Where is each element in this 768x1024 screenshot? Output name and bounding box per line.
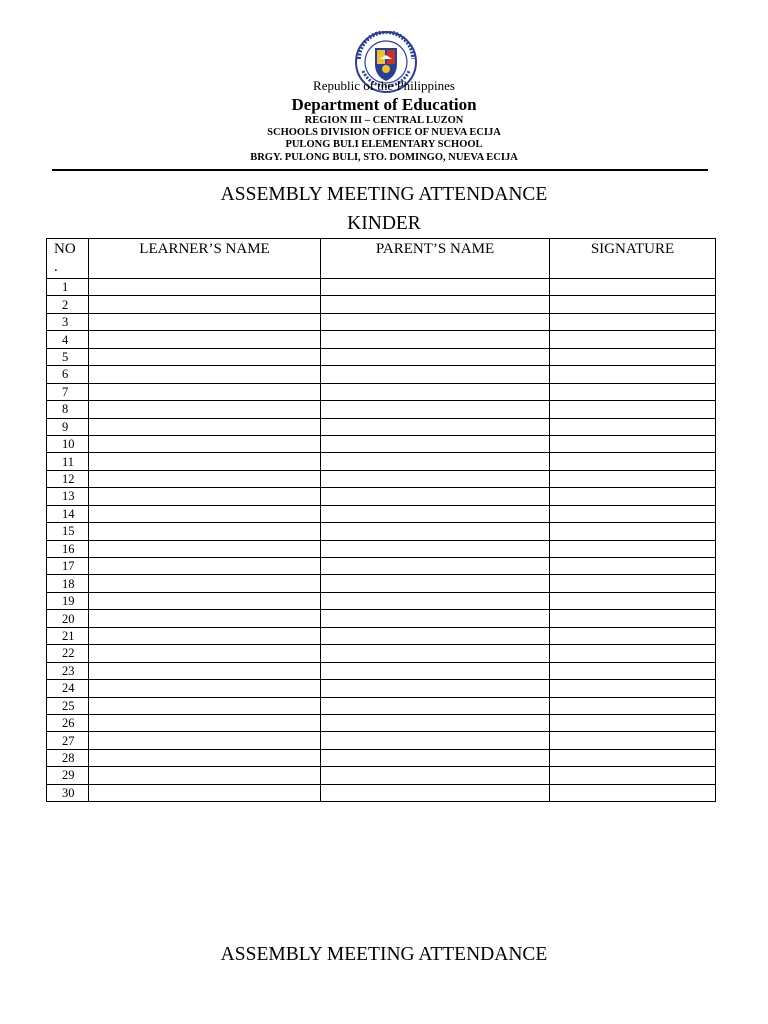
parent-name-cell[interactable]: [321, 366, 550, 383]
table-row: [47, 418, 716, 435]
address-line: BRGY. PULONG BULI, STO. DOMINGO, NUEVA ECIJA: [250, 152, 518, 163]
learner-name-cell[interactable]: [89, 418, 321, 435]
learner-name-cell[interactable]: [89, 575, 321, 592]
parent-name-cell[interactable]: [321, 714, 550, 731]
signature-cell[interactable]: [550, 540, 716, 557]
signature-cell[interactable]: [550, 558, 716, 575]
parent-name-cell[interactable]: [321, 697, 550, 714]
row-number: 16: [47, 540, 89, 557]
row-number: 24: [47, 680, 89, 697]
signature-cell[interactable]: [550, 488, 716, 505]
signature-cell[interactable]: [550, 784, 716, 801]
table-row: [47, 610, 716, 627]
parent-name-cell[interactable]: [321, 680, 550, 697]
row-number: 17: [47, 558, 89, 575]
parent-name-cell[interactable]: [321, 523, 550, 540]
signature-cell[interactable]: [550, 418, 716, 435]
learner-name-cell[interactable]: [89, 697, 321, 714]
table-row: [47, 313, 716, 330]
signature-cell[interactable]: [550, 645, 716, 662]
column-header-no: NO .: [47, 239, 89, 279]
row-number: 29: [47, 767, 89, 784]
table-row: [47, 645, 716, 662]
learner-name-cell[interactable]: [89, 767, 321, 784]
form-grade: KINDER: [347, 213, 421, 234]
learner-name-cell[interactable]: [89, 540, 321, 557]
table-row: [47, 680, 716, 697]
signature-cell[interactable]: [550, 470, 716, 487]
department-name: Department of Education: [291, 95, 477, 114]
signature-cell[interactable]: [550, 680, 716, 697]
signature-cell[interactable]: [550, 732, 716, 749]
table-row: [47, 627, 716, 644]
row-number: 19: [47, 592, 89, 609]
parent-name-cell[interactable]: [321, 296, 550, 313]
table-row: [47, 383, 716, 400]
parent-name-cell[interactable]: [321, 348, 550, 365]
row-number: 28: [47, 749, 89, 766]
row-number: 3: [47, 313, 89, 330]
row-number: 21: [47, 627, 89, 644]
column-header-learner: LEARNER’S NAME: [89, 239, 321, 279]
learner-name-cell[interactable]: [89, 558, 321, 575]
table-row: [47, 279, 716, 296]
row-number: 22: [47, 645, 89, 662]
learner-name-cell[interactable]: [89, 331, 321, 348]
parent-name-cell[interactable]: [321, 331, 550, 348]
learner-name-cell[interactable]: [89, 401, 321, 418]
parent-name-cell[interactable]: [321, 470, 550, 487]
table-row: [47, 366, 716, 383]
signature-cell[interactable]: [550, 662, 716, 679]
parent-name-cell[interactable]: [321, 749, 550, 766]
table-row: [47, 453, 716, 470]
table-row: [47, 296, 716, 313]
table-row: [47, 784, 716, 801]
row-number: 12: [47, 470, 89, 487]
table-row: [47, 767, 716, 784]
signature-cell[interactable]: [550, 749, 716, 766]
parent-name-cell[interactable]: [321, 279, 550, 296]
learner-name-cell[interactable]: [89, 279, 321, 296]
signature-cell[interactable]: [550, 610, 716, 627]
table-row: [47, 435, 716, 452]
row-number: 5: [47, 348, 89, 365]
signature-cell[interactable]: [550, 575, 716, 592]
learner-name-cell[interactable]: [89, 523, 321, 540]
row-number: 30: [47, 784, 89, 801]
parent-name-cell[interactable]: [321, 767, 550, 784]
parent-name-cell[interactable]: [321, 558, 550, 575]
learner-name-cell[interactable]: [89, 784, 321, 801]
learner-name-cell[interactable]: [89, 313, 321, 330]
row-number: 13: [47, 488, 89, 505]
row-number: 26: [47, 714, 89, 731]
learner-name-cell[interactable]: [89, 505, 321, 522]
row-number: 1: [47, 279, 89, 296]
learner-name-cell[interactable]: [89, 662, 321, 679]
signature-cell[interactable]: [550, 592, 716, 609]
table-row: [47, 505, 716, 522]
signature-cell[interactable]: [550, 383, 716, 400]
learner-name-cell[interactable]: [89, 714, 321, 731]
signature-cell[interactable]: [550, 453, 716, 470]
row-number: 27: [47, 732, 89, 749]
table-row: [47, 488, 716, 505]
learner-name-cell[interactable]: [89, 296, 321, 313]
parent-name-cell[interactable]: [321, 488, 550, 505]
signature-cell[interactable]: [550, 523, 716, 540]
parent-name-cell[interactable]: [321, 418, 550, 435]
signature-cell[interactable]: [550, 767, 716, 784]
row-number: 11: [47, 453, 89, 470]
learner-name-cell[interactable]: [89, 366, 321, 383]
parent-name-cell[interactable]: [321, 784, 550, 801]
signature-cell[interactable]: [550, 296, 716, 313]
parent-name-cell[interactable]: [321, 505, 550, 522]
parent-name-cell[interactable]: [321, 627, 550, 644]
parent-name-cell[interactable]: [321, 383, 550, 400]
signature-cell[interactable]: [550, 348, 716, 365]
learner-name-cell[interactable]: [89, 645, 321, 662]
row-number: 4: [47, 331, 89, 348]
republic-line: Republic of the Philippines: [313, 78, 455, 93]
next-page-title: ASSEMBLY MEETING ATTENDANCE: [220, 944, 548, 965]
table-row: [47, 523, 716, 540]
row-number: 9: [47, 418, 89, 435]
signature-cell[interactable]: [550, 401, 716, 418]
column-header-signature: SIGNATURE: [550, 239, 716, 279]
parent-name-cell[interactable]: [321, 401, 550, 418]
attendance-table: [46, 238, 716, 802]
row-number: 6: [47, 366, 89, 383]
table-row: [47, 592, 716, 609]
division-line: SCHOOLS DIVISION OFFICE OF NUEVA ECIJA: [267, 127, 501, 138]
parent-name-cell[interactable]: [321, 313, 550, 330]
school-line: PULONG BULI ELEMENTARY SCHOOL: [285, 139, 483, 150]
signature-cell[interactable]: [550, 627, 716, 644]
signature-cell[interactable]: [550, 331, 716, 348]
table-row: [47, 348, 716, 365]
row-number: 23: [47, 662, 89, 679]
signature-cell[interactable]: [550, 279, 716, 296]
learner-name-cell[interactable]: [89, 453, 321, 470]
table-header-row: [47, 239, 716, 279]
parent-name-cell[interactable]: [321, 540, 550, 557]
signature-cell[interactable]: [550, 697, 716, 714]
learner-name-cell[interactable]: [89, 488, 321, 505]
signature-cell[interactable]: [550, 505, 716, 522]
table-row: [47, 558, 716, 575]
row-number: 14: [47, 505, 89, 522]
parent-name-cell[interactable]: [321, 435, 550, 452]
table-row: [47, 749, 716, 766]
signature-cell[interactable]: [550, 366, 716, 383]
row-number: 10: [47, 435, 89, 452]
learner-name-cell[interactable]: [89, 383, 321, 400]
table-row: [47, 714, 716, 731]
learner-name-cell[interactable]: [89, 470, 321, 487]
form-title: ASSEMBLY MEETING ATTENDANCE: [220, 184, 548, 205]
table-row: [47, 575, 716, 592]
row-number: 8: [47, 401, 89, 418]
learner-name-cell[interactable]: [89, 610, 321, 627]
learner-name-cell[interactable]: [89, 749, 321, 766]
table-row: [47, 732, 716, 749]
table-row: [47, 697, 716, 714]
row-number: 15: [47, 523, 89, 540]
learner-name-cell[interactable]: [89, 732, 321, 749]
table-row: [47, 401, 716, 418]
row-number: 18: [47, 575, 89, 592]
learner-name-cell[interactable]: [89, 592, 321, 609]
table-row: [47, 331, 716, 348]
learner-name-cell[interactable]: [89, 627, 321, 644]
parent-name-cell[interactable]: [321, 645, 550, 662]
parent-name-cell[interactable]: [321, 610, 550, 627]
learner-name-cell[interactable]: [89, 435, 321, 452]
table-row: [47, 470, 716, 487]
row-number: 2: [47, 296, 89, 313]
parent-name-cell[interactable]: [321, 662, 550, 679]
signature-cell[interactable]: [550, 435, 716, 452]
parent-name-cell[interactable]: [321, 732, 550, 749]
row-number: 25: [47, 697, 89, 714]
learner-name-cell[interactable]: [89, 680, 321, 697]
row-number: 20: [47, 610, 89, 627]
parent-name-cell[interactable]: [321, 592, 550, 609]
parent-name-cell[interactable]: [321, 453, 550, 470]
learner-name-cell[interactable]: [89, 348, 321, 365]
region-line: REGION III – CENTRAL LUZON: [304, 115, 464, 126]
signature-cell[interactable]: [550, 714, 716, 731]
parent-name-cell[interactable]: [321, 575, 550, 592]
signature-cell[interactable]: [550, 313, 716, 330]
header-divider: [52, 169, 708, 171]
row-number: 7: [47, 383, 89, 400]
table-row: [47, 662, 716, 679]
table-row: [47, 540, 716, 557]
column-header-parent: PARENT’S NAME: [321, 239, 550, 279]
